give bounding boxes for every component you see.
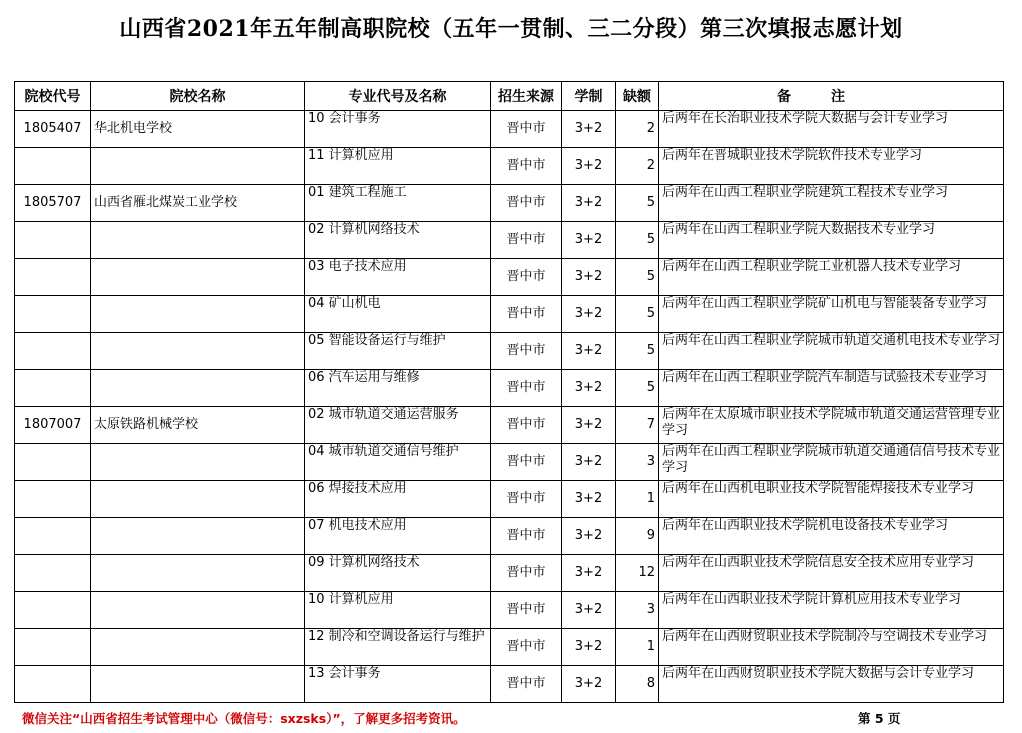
major-cell: 07 机电技术应用 bbox=[305, 518, 491, 555]
source-cell: 晋中市 bbox=[491, 148, 562, 185]
school-code-cell bbox=[15, 296, 91, 333]
system-cell: 3+2 bbox=[562, 111, 616, 148]
quota-cell: 3 bbox=[616, 444, 659, 481]
note-cell: 后两年在山西工程职业学院矿山机电与智能装备专业学习 bbox=[659, 296, 1004, 333]
school-name-cell bbox=[91, 259, 305, 296]
quota-cell: 2 bbox=[616, 148, 659, 185]
note-cell: 后两年在山西财贸职业技术学院制冷与空调技术专业学习 bbox=[659, 629, 1004, 666]
system-cell: 3+2 bbox=[562, 222, 616, 259]
school-name-cell: 山西省雁北煤炭工业学校 bbox=[91, 185, 305, 222]
school-name-cell bbox=[91, 666, 305, 703]
note-cell: 后两年在山西工程职业学院汽车制造与试验技术专业学习 bbox=[659, 370, 1004, 407]
school-code-cell bbox=[15, 222, 91, 259]
quota-cell: 5 bbox=[616, 222, 659, 259]
school-name-cell bbox=[91, 296, 305, 333]
major-cell: 01 建筑工程施工 bbox=[305, 185, 491, 222]
school-name-cell: 太原铁路机械学校 bbox=[91, 407, 305, 444]
major-cell: 02 计算机网络技术 bbox=[305, 222, 491, 259]
source-cell: 晋中市 bbox=[491, 444, 562, 481]
table-row bbox=[15, 629, 1004, 666]
source-cell: 晋中市 bbox=[491, 259, 562, 296]
source-cell: 晋中市 bbox=[491, 407, 562, 444]
header-school-code: 院校代号 bbox=[15, 82, 91, 111]
source-cell: 晋中市 bbox=[491, 518, 562, 555]
note-cell: 后两年在山西工程职业学院大数据技术专业学习 bbox=[659, 222, 1004, 259]
table-row bbox=[15, 444, 1004, 481]
major-cell: 11 计算机应用 bbox=[305, 148, 491, 185]
major-cell: 10 计算机应用 bbox=[305, 592, 491, 629]
major-cell: 09 计算机网络技术 bbox=[305, 555, 491, 592]
source-cell: 晋中市 bbox=[491, 111, 562, 148]
table-row bbox=[15, 111, 1004, 148]
school-code-cell: 1807007 bbox=[15, 407, 91, 444]
school-code-cell bbox=[15, 333, 91, 370]
source-cell: 晋中市 bbox=[491, 296, 562, 333]
quota-cell: 1 bbox=[616, 629, 659, 666]
table-row bbox=[15, 148, 1004, 185]
system-cell: 3+2 bbox=[562, 555, 616, 592]
note-cell: 后两年在山西工程职业学院工业机器人技术专业学习 bbox=[659, 259, 1004, 296]
quota-cell: 12 bbox=[616, 555, 659, 592]
school-name-cell bbox=[91, 333, 305, 370]
school-name-cell bbox=[91, 518, 305, 555]
table-row bbox=[15, 296, 1004, 333]
system-cell: 3+2 bbox=[562, 666, 616, 703]
major-cell: 13 会计事务 bbox=[305, 666, 491, 703]
system-cell: 3+2 bbox=[562, 333, 616, 370]
source-cell: 晋中市 bbox=[491, 333, 562, 370]
header-source: 招生来源 bbox=[491, 82, 562, 111]
table-row bbox=[15, 592, 1004, 629]
school-code-cell bbox=[15, 444, 91, 481]
school-code-cell bbox=[15, 370, 91, 407]
system-cell: 3+2 bbox=[562, 481, 616, 518]
school-name-cell bbox=[91, 370, 305, 407]
header-note: 备注 bbox=[659, 82, 1004, 111]
major-cell: 06 汽车运用与维修 bbox=[305, 370, 491, 407]
note-cell: 后两年在山西工程职业学院建筑工程技术专业学习 bbox=[659, 185, 1004, 222]
school-name-cell bbox=[91, 592, 305, 629]
header-major: 专业代号及名称 bbox=[305, 82, 491, 111]
quota-cell: 9 bbox=[616, 518, 659, 555]
major-cell: 04 矿山机电 bbox=[305, 296, 491, 333]
system-cell: 3+2 bbox=[562, 444, 616, 481]
system-cell: 3+2 bbox=[562, 148, 616, 185]
header-system: 学制 bbox=[562, 82, 616, 111]
major-cell: 12 制冷和空调设备运行与维护 bbox=[305, 629, 491, 666]
source-cell: 晋中市 bbox=[491, 185, 562, 222]
system-cell: 3+2 bbox=[562, 592, 616, 629]
quota-cell: 5 bbox=[616, 185, 659, 222]
school-name-cell bbox=[91, 629, 305, 666]
wechat-notice: 微信关注“山西省招生考试管理中心（微信号：sxzsks）”，了解更多招考资讯。 bbox=[22, 711, 466, 726]
school-name-cell bbox=[91, 444, 305, 481]
table-row bbox=[15, 259, 1004, 296]
system-cell: 3+2 bbox=[562, 185, 616, 222]
school-code-cell: 1805707 bbox=[15, 185, 91, 222]
school-code-cell bbox=[15, 666, 91, 703]
system-cell: 3+2 bbox=[562, 629, 616, 666]
note-cell: 后两年在山西工程职业学院城市轨道交通通信信号技术专业学习 bbox=[659, 444, 1004, 481]
table-row bbox=[15, 407, 1004, 444]
school-code-cell bbox=[15, 518, 91, 555]
header-quota: 缺额 bbox=[616, 82, 659, 111]
table-row bbox=[15, 222, 1004, 259]
note-cell: 后两年在山西职业技术学院信息安全技术应用专业学习 bbox=[659, 555, 1004, 592]
quota-cell: 5 bbox=[616, 333, 659, 370]
major-cell: 02 城市轨道交通运营服务 bbox=[305, 407, 491, 444]
quota-cell: 5 bbox=[616, 370, 659, 407]
table-row bbox=[15, 481, 1004, 518]
table-header-row bbox=[15, 82, 1004, 111]
school-code-cell bbox=[15, 259, 91, 296]
quota-cell: 8 bbox=[616, 666, 659, 703]
system-cell: 3+2 bbox=[562, 259, 616, 296]
quota-cell: 3 bbox=[616, 592, 659, 629]
major-cell: 03 电子技术应用 bbox=[305, 259, 491, 296]
source-cell: 晋中市 bbox=[491, 629, 562, 666]
source-cell: 晋中市 bbox=[491, 222, 562, 259]
school-code-cell: 1805407 bbox=[15, 111, 91, 148]
page-number: 第 5 页 bbox=[858, 711, 901, 726]
header-school-name: 院校名称 bbox=[91, 82, 305, 111]
school-name-cell bbox=[91, 481, 305, 518]
table-row bbox=[15, 185, 1004, 222]
note-cell: 后两年在太原城市职业技术学院城市轨道交通运营管理专业学习 bbox=[659, 407, 1004, 444]
quota-cell: 7 bbox=[616, 407, 659, 444]
table-row bbox=[15, 333, 1004, 370]
note-cell: 后两年在晋城职业技术学院软件技术专业学习 bbox=[659, 148, 1004, 185]
major-cell: 04 城市轨道交通信号维护 bbox=[305, 444, 491, 481]
quota-cell: 5 bbox=[616, 259, 659, 296]
system-cell: 3+2 bbox=[562, 370, 616, 407]
school-name-cell bbox=[91, 148, 305, 185]
note-cell: 后两年在山西工程职业学院城市轨道交通机电技术专业学习 bbox=[659, 333, 1004, 370]
note-cell: 后两年在山西职业技术学院计算机应用技术专业学习 bbox=[659, 592, 1004, 629]
note-cell: 后两年在山西机电职业技术学院智能焊接技术专业学习 bbox=[659, 481, 1004, 518]
system-cell: 3+2 bbox=[562, 407, 616, 444]
quota-cell: 5 bbox=[616, 296, 659, 333]
table-row bbox=[15, 666, 1004, 703]
school-code-cell bbox=[15, 481, 91, 518]
school-name-cell bbox=[91, 555, 305, 592]
quota-cell: 2 bbox=[616, 111, 659, 148]
source-cell: 晋中市 bbox=[491, 481, 562, 518]
system-cell: 3+2 bbox=[562, 518, 616, 555]
note-cell: 后两年在长治职业技术学院大数据与会计专业学习 bbox=[659, 111, 1004, 148]
table-row bbox=[15, 370, 1004, 407]
note-cell: 后两年在山西财贸职业技术学院大数据与会计专业学习 bbox=[659, 666, 1004, 703]
school-name-cell bbox=[91, 222, 305, 259]
school-code-cell bbox=[15, 555, 91, 592]
source-cell: 晋中市 bbox=[491, 555, 562, 592]
quota-cell: 1 bbox=[616, 481, 659, 518]
table-row bbox=[15, 518, 1004, 555]
source-cell: 晋中市 bbox=[491, 370, 562, 407]
school-code-cell bbox=[15, 629, 91, 666]
page-title: 山西省2021年五年制高职院校（五年一贯制、三二分段）第三次填报志愿计划 bbox=[119, 16, 903, 42]
school-name-cell: 华北机电学校 bbox=[91, 111, 305, 148]
enrollment-plan-table bbox=[14, 81, 1004, 703]
school-code-cell bbox=[15, 148, 91, 185]
major-cell: 05 智能设备运行与维护 bbox=[305, 333, 491, 370]
note-cell: 后两年在山西职业技术学院机电设备技术专业学习 bbox=[659, 518, 1004, 555]
source-cell: 晋中市 bbox=[491, 592, 562, 629]
source-cell: 晋中市 bbox=[491, 666, 562, 703]
table-row bbox=[15, 555, 1004, 592]
major-cell: 10 会计事务 bbox=[305, 111, 491, 148]
school-code-cell bbox=[15, 592, 91, 629]
system-cell: 3+2 bbox=[562, 296, 616, 333]
major-cell: 06 焊接技术应用 bbox=[305, 481, 491, 518]
